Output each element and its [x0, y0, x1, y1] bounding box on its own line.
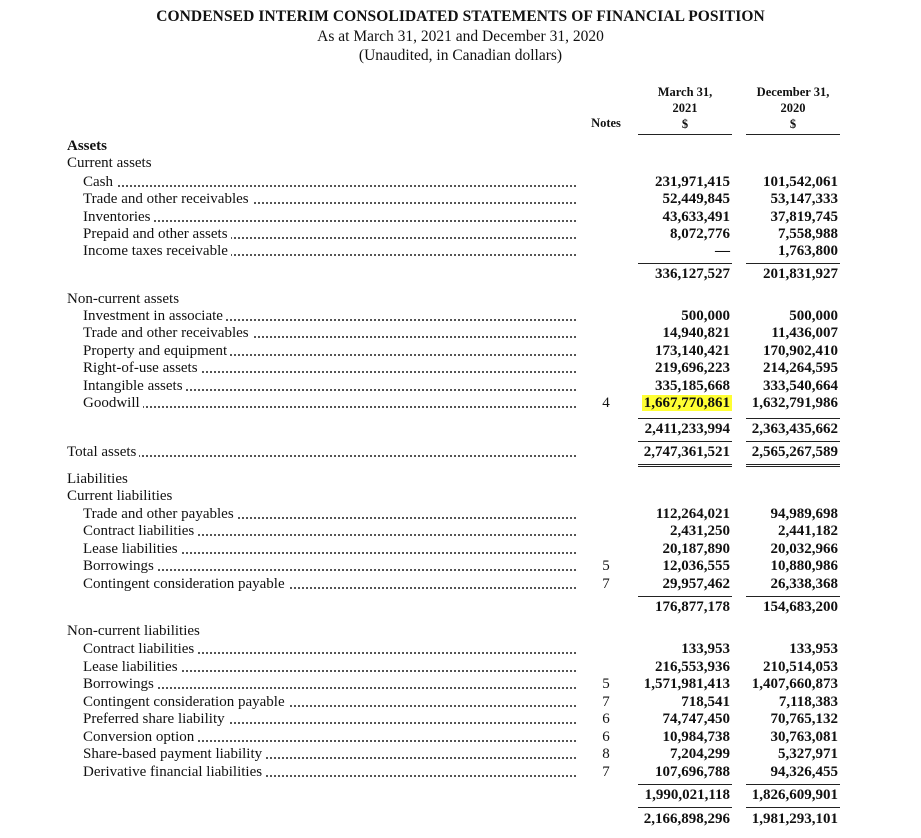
row-label: Preferred share liability: [83, 711, 228, 728]
value-2020: 30,763,081: [770, 728, 838, 745]
value-2021: 107,696,788: [655, 763, 730, 780]
total-assets-row: [0, 444, 921, 461]
row-label: Contingent consideration payable: [83, 694, 288, 711]
section-current-liabilities: [0, 488, 921, 505]
value-2020: 70,765,132: [770, 711, 838, 727]
line-item-row: [0, 659, 921, 676]
row-label: Trade and other payables: [83, 506, 237, 523]
rule: [746, 418, 840, 419]
row-label: Inventories: [83, 209, 153, 226]
value-2020: 1,981,293,101: [751, 811, 838, 827]
value-2021: 231,971,415: [655, 174, 730, 190]
leader-dots: [90, 220, 576, 222]
line-item-row: [0, 506, 921, 523]
value-2020: 2,565,267,589: [751, 444, 838, 460]
value-2020: 500,000: [789, 308, 838, 324]
rule: [638, 263, 732, 264]
row-label: Intangible assets: [83, 378, 186, 395]
row-label: Investment in associate: [83, 308, 226, 325]
highlighted-value: 1,667,770,861: [643, 395, 730, 411]
current-liabilities-total-row: [0, 599, 921, 616]
value-2021: 74,747,450: [662, 711, 730, 727]
non-current-assets-total-row: [0, 421, 921, 438]
value-2021: 176,877,178: [655, 599, 730, 615]
leader-dots: [130, 455, 576, 457]
row-label: Property and equipment: [83, 343, 230, 360]
line-item-row: [0, 226, 921, 243]
column-rule-2020: [746, 134, 840, 135]
rule: [746, 596, 840, 597]
row-note: 6: [602, 728, 610, 745]
row-label: Cash: [83, 174, 116, 191]
value-2021: 500,000: [681, 308, 730, 324]
section-label: Assets: [67, 138, 110, 155]
row-note: 5: [602, 676, 610, 692]
row-note: 7: [602, 763, 610, 780]
section-non-current-liabilities: [0, 623, 921, 640]
row-label: Derivative financial liabilities: [83, 764, 265, 781]
value-2021: 1,990,021,118: [644, 787, 730, 803]
col1-line2: 2021: [672, 101, 698, 115]
value-2021: 133,953: [681, 641, 730, 657]
value-2021: 43,633,491: [662, 208, 730, 225]
value-2020: 7,558,988: [778, 225, 838, 242]
row-note: 7: [602, 575, 610, 592]
double-rule: [746, 464, 840, 467]
col2-line2: 2020: [780, 101, 806, 115]
rule: [638, 441, 732, 442]
value-2021: 2,166,898,296: [643, 811, 730, 827]
line-item-row: [0, 746, 921, 763]
row-label: Trade and other receivables: [83, 325, 252, 342]
leader-dots: [90, 569, 576, 571]
rule: [638, 784, 732, 785]
line-item-row: [0, 764, 921, 781]
col1-unit: $: [681, 117, 689, 131]
row-label: Lease liabilities: [83, 659, 181, 676]
non-current-liabilities-total-row: [0, 787, 921, 804]
row-label: Trade and other receivables: [83, 191, 252, 208]
column-header-notes: Notes: [591, 116, 621, 130]
section-label: Non-current assets: [67, 291, 182, 308]
line-item-row: [0, 558, 921, 575]
value-2021: 216,553,936: [655, 658, 730, 675]
line-item-row: [0, 308, 921, 325]
current-assets-total-row: [0, 266, 921, 283]
line-item-row: [0, 343, 921, 360]
row-note: 8: [602, 746, 610, 762]
value-2021: —: [715, 243, 730, 260]
value-2021: 2,411,233,994: [644, 421, 730, 437]
line-item-row: [0, 523, 921, 540]
value-2020: 7,118,383: [778, 693, 838, 710]
section-label: Non-current liabilities: [67, 623, 203, 640]
value-2021: 8,072,776: [670, 225, 730, 242]
section-label: Current assets: [67, 155, 155, 172]
row-label: Contingent consideration payable: [83, 576, 288, 593]
value-2021: 219,696,223: [655, 360, 730, 377]
value-2021: 335,185,668: [655, 377, 730, 394]
rule: [638, 418, 732, 419]
line-item-row: [0, 576, 921, 593]
line-item-row: [0, 209, 921, 226]
row-label: Share-based payment liability: [83, 746, 265, 763]
value-2021: 718,541: [681, 693, 730, 710]
line-item-row: [0, 378, 921, 395]
line-item-row: [0, 711, 921, 728]
section-non-current-assets: [0, 291, 921, 308]
row-label: Borrowings: [83, 676, 157, 693]
line-item-row: [0, 395, 921, 412]
col2-line1: December 31,: [756, 85, 830, 99]
leader-dots: [90, 406, 576, 408]
line-item-row: [0, 729, 921, 746]
section-current-assets: [0, 155, 921, 172]
row-label: Goodwill: [83, 395, 143, 412]
rule: [746, 263, 840, 264]
statement-subtitle: As at March 31, 2021 and December 31, 2020: [317, 28, 604, 45]
line-item-row: [0, 243, 921, 260]
value-2021: 2,431,250: [670, 523, 730, 540]
value-2020: 170,902,410: [763, 342, 838, 359]
row-label: Borrowings: [83, 558, 157, 575]
row-note: 5: [602, 558, 610, 575]
value-2020: 101,542,061: [763, 174, 838, 190]
row-note: 7: [602, 693, 610, 710]
row-note: 6: [602, 711, 610, 727]
value-2021: 173,140,421: [655, 342, 730, 359]
double-rule: [638, 464, 732, 467]
value-2020: 1,826,609,901: [751, 787, 838, 803]
row-label: Prepaid and other assets: [83, 226, 231, 243]
column-rule-2021: [638, 134, 732, 135]
row-label: Conversion option: [83, 729, 197, 746]
value-2021: 7,204,299: [670, 746, 730, 762]
value-2020: 2,363,435,662: [751, 421, 838, 437]
value-2020: 94,326,455: [770, 763, 838, 780]
value-2020: 201,831,927: [763, 266, 838, 282]
line-item-row: [0, 174, 921, 191]
value-2020: 5,327,971: [778, 746, 838, 762]
value-2021: 10,984,738: [662, 728, 730, 745]
rule: [638, 596, 732, 597]
value-2021: 2,747,361,521: [643, 444, 730, 460]
value-2021: 112,264,021: [655, 506, 730, 522]
line-item-row: [0, 541, 921, 558]
section-liabilities: [0, 471, 921, 488]
rule: [638, 807, 732, 808]
statement-title: CONDENSED INTERIM CONSOLIDATED STATEMENTS OF FINANCIAL POSITION: [156, 8, 765, 25]
value-2021: [630, 395, 730, 412]
value-2020: 333,540,664: [763, 377, 838, 394]
col2-unit: $: [789, 117, 797, 131]
value-2020: 1,632,791,986: [751, 395, 838, 411]
value-2020: 154,683,200: [763, 599, 838, 615]
value-2020: 20,032,966: [770, 540, 838, 557]
line-item-row: [0, 325, 921, 342]
value-2020: 37,819,745: [770, 208, 838, 225]
value-2021: 12,036,555: [662, 558, 730, 575]
value-2020: 53,147,333: [770, 191, 838, 208]
value-2020: 2,441,182: [778, 523, 838, 540]
line-item-row: [0, 676, 921, 693]
leader-dots: [90, 185, 576, 187]
line-item-row: [0, 360, 921, 377]
row-note: 4: [602, 395, 610, 411]
value-2020: 94,989,698: [770, 506, 838, 522]
rule: [746, 784, 840, 785]
value-2020: 1,763,800: [778, 243, 838, 260]
line-item-row: [0, 641, 921, 658]
row-label: Lease liabilities: [83, 541, 181, 558]
value-2020: 214,264,595: [763, 360, 838, 377]
value-2020: 26,338,368: [770, 575, 838, 592]
section-label: Current liabilities: [67, 488, 175, 505]
value-2020: 1,407,660,873: [751, 676, 838, 692]
section-label: Liabilities: [67, 471, 131, 488]
col1-line1: March 31,: [657, 85, 713, 99]
value-2020: 133,953: [789, 641, 838, 657]
value-2021: 52,449,845: [662, 191, 730, 208]
value-2020: 11,436,007: [771, 325, 838, 342]
total-liabilities-row: [0, 811, 921, 828]
section-assets: [0, 138, 921, 155]
row-label: Income taxes receivable: [83, 243, 231, 260]
value-2021: 29,957,462: [662, 575, 730, 592]
row-label: Contract liabilities: [83, 523, 197, 540]
value-2021: 20,187,890: [662, 540, 730, 557]
column-header-december-2020: [748, 84, 838, 132]
value-2021: 1,571,981,413: [643, 676, 730, 692]
leader-dots: [90, 687, 576, 689]
value-2021: 14,940,821: [662, 325, 730, 342]
value-2020: 10,880,986: [770, 558, 838, 575]
row-label: Contract liabilities: [83, 641, 197, 658]
rule: [746, 807, 840, 808]
line-item-row: [0, 694, 921, 711]
rule: [746, 441, 840, 442]
column-header-march-2021: [640, 84, 730, 132]
value-2020: 210,514,053: [763, 658, 838, 675]
value-2021: 336,127,527: [655, 266, 730, 282]
row-label: Total assets: [67, 444, 139, 461]
line-item-row: [0, 191, 921, 208]
statement-note: (Unaudited, in Canadian dollars): [358, 47, 563, 64]
row-label: Right-of-use assets: [83, 360, 201, 377]
